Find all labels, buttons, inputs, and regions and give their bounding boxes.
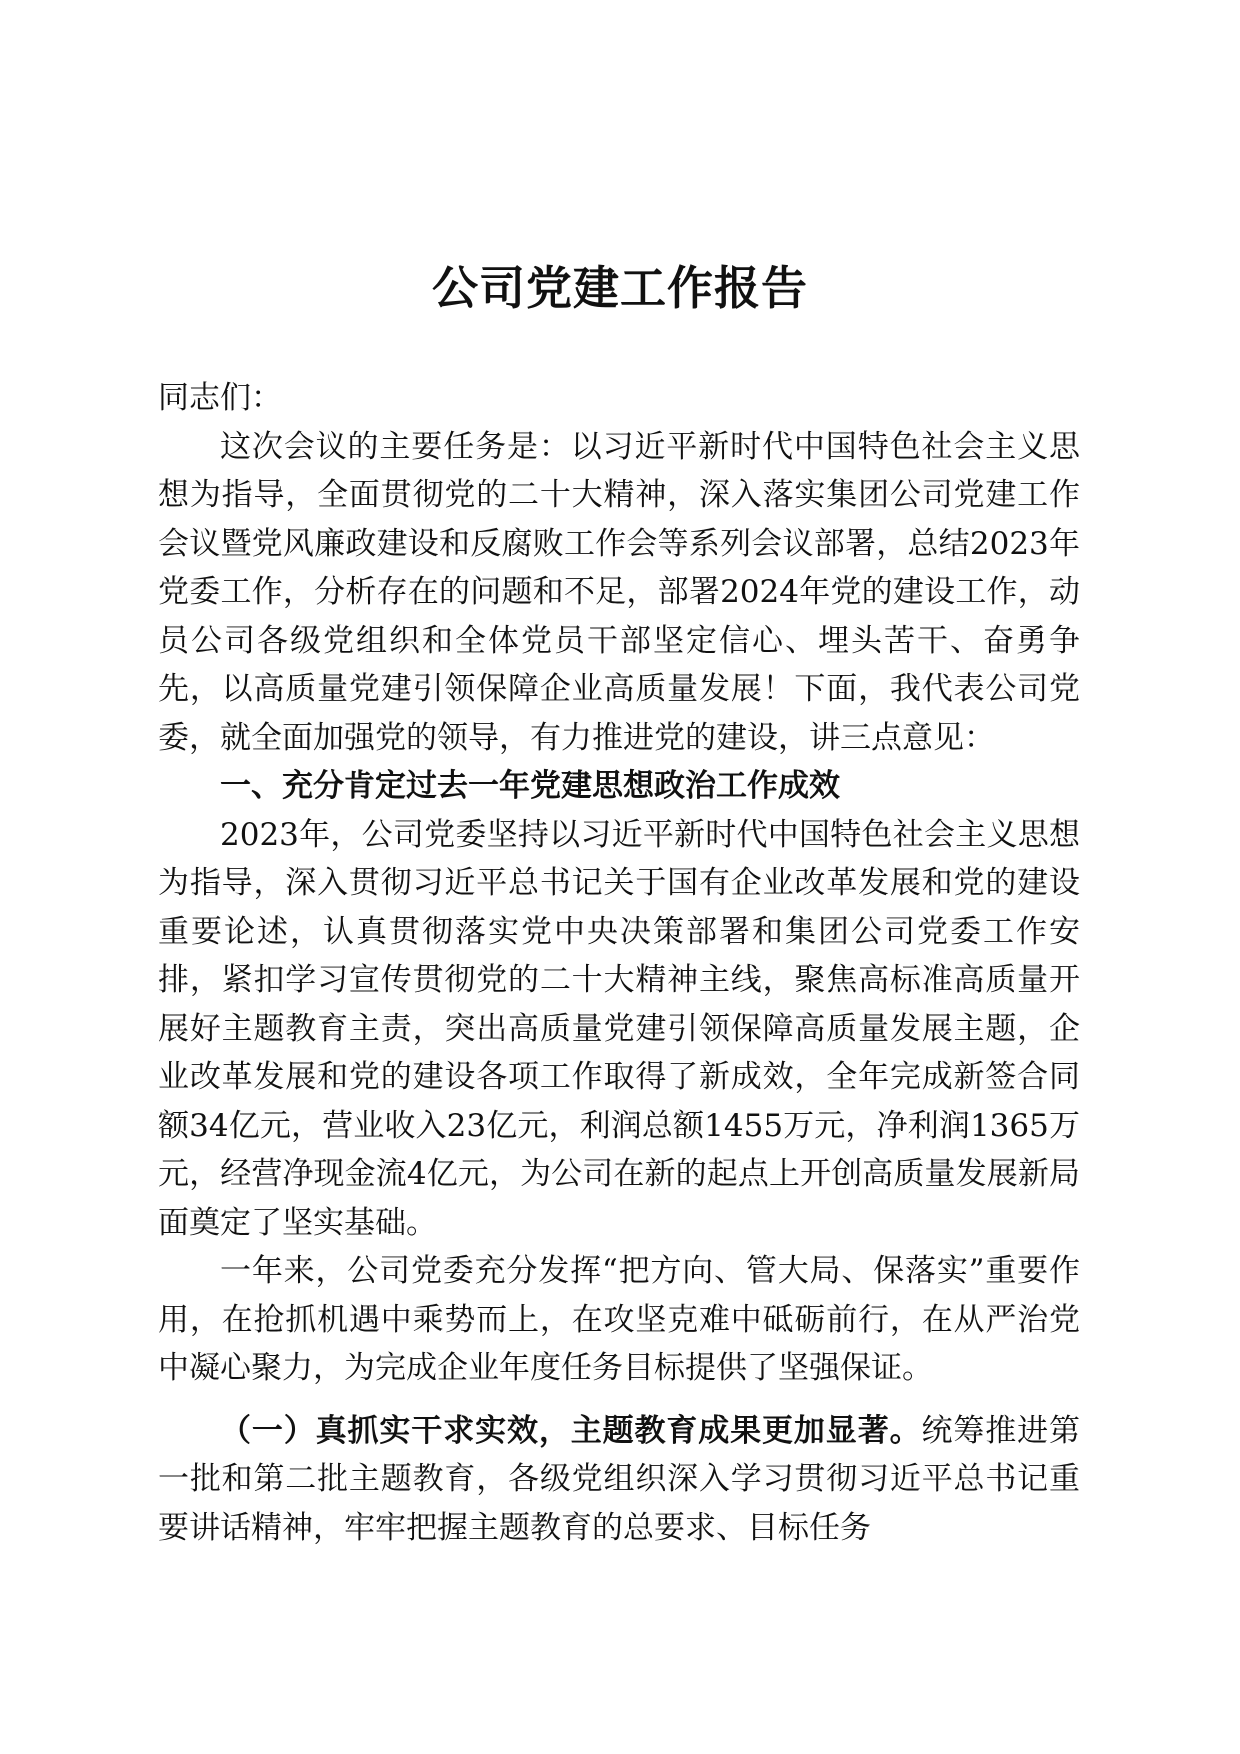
subsection-1-paragraph: [158, 1407, 1080, 1553]
paragraph-spacer: [158, 1393, 1080, 1407]
section-1-paragraph-1: 2023年，公司党委坚持以习近平新时代中国特色社会主义思想为指导，深入贯彻习近平总书记关于国有企业改革发展和党的建设重要论述，认真贯彻落实党中央决策部署和集团公司党委工作安排，紧扣学习宣传贯彻党的二十大精神主线，聚焦高标准高质量开展好主题教育主责，突出高质量党建引领保障高质量发展主题，企业改革发展和党的建设各项工作取得了新成效，全年完成新签合同额34亿元，营业收入23亿元，利润总额1455万元，净利润1365万元，经营净现金流4亿元，为公司在新的起点上开创高质量发展新局面奠定了坚实基础。: [158, 816, 1080, 1241]
section-1-heading: 一、充分肯定过去一年党建思想政治工作成效: [220, 768, 840, 804]
subsection-1-text: 统筹推进第一批和第二批主题教育，各级党组织深入学习贯彻习近平总书记重要讲话精神，牢牢把握主题教育的总要求、目标任务: [158, 1412, 1081, 1546]
document-body: [158, 374, 1080, 1552]
subsection-1-heading: （一）真抓实干求实效，主题教育成果更加显著。: [220, 1412, 922, 1449]
section-1-paragraph-2: 一年来，公司党委充分发挥“把方向、管大局、保落实”重要作用，在抢抓机遇中乘势而上，在攻坚克难中砥砺前行，在从严治党中凝心聚力，为完成企业年度任务目标提供了坚强保证。: [158, 1253, 1080, 1386]
document-title: 公司党建工作报告: [432, 261, 808, 315]
intro-paragraph: 这次会议的主要任务是：以习近平新时代中国特色社会主义思想为指导，全面贯彻党的二十大精神，深入落实集团公司党建工作会议暨党风廉政建设和反腐败工作会等系列会议部署，总结2023年党委工作，分析存在的问题和不足，部署2024年党的建设工作，动员公司各级党组织和全体党员干部坚定信心、埋头苦干、奋勇争先，以高质量党建引领保障企业高质量发展！下面，我代表公司党委，就全面加强党的领导，有力推进党的建设，讲三点意见：: [158, 428, 1080, 756]
salutation: 同志们：: [158, 380, 282, 416]
